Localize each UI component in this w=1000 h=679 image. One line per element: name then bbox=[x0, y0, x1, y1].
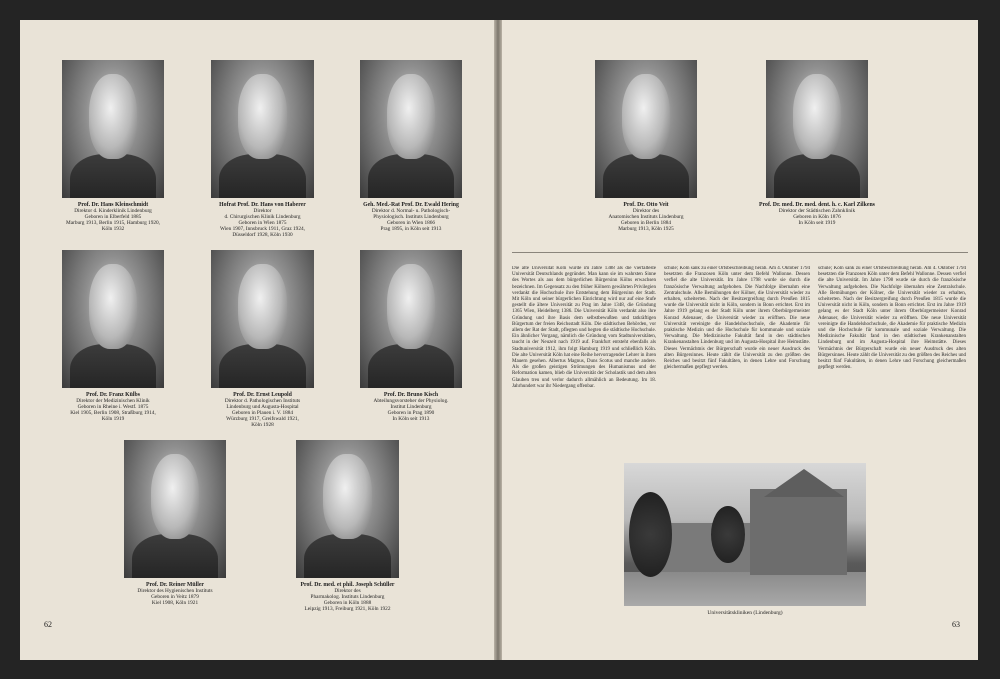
portrait-caption-line: d. Chirurgischen Klinik Lindenburg bbox=[224, 214, 301, 220]
building-gable bbox=[764, 469, 844, 497]
portrait-photo bbox=[211, 250, 314, 388]
portrait-name: Prof. Dr. Reiner Müller bbox=[145, 582, 204, 588]
portrait-caption-line: Direktor des bbox=[632, 208, 660, 214]
portrait-head bbox=[323, 454, 372, 540]
building-photo-caption: Universitätskliniken (Lindenburg) bbox=[707, 610, 783, 616]
portrait-caption-line: Marburg 1913, Köln 1925 bbox=[618, 226, 674, 232]
portrait-head bbox=[89, 264, 138, 350]
portrait-photo bbox=[296, 440, 399, 578]
portrait-caption-line: Kiel 1908, Köln 1921 bbox=[151, 600, 199, 606]
portrait-head bbox=[238, 74, 287, 160]
portrait-caption bbox=[346, 202, 476, 232]
portrait-caption-line: Würzburg 1917, Greifswald 1921, bbox=[226, 416, 299, 422]
portrait-caption-line: Köln 1928 bbox=[251, 422, 274, 428]
article-column-2b: schule; Köln sank zu einer Ortsbeschreibung herab. Am 4. Oktober 1794 besetzten die Franzosen Köln unter dem Befehl Wallonne. Dessen verfiel die alte Universität. Im Jahre 1798 wurde sie durch die französische Verwaltung aufgehoben. Die Nachfolge übernahm eine Zentralschule. Alle Bemühungen der Kölner, die Universität wieder zu erhalten, scheiterten. Nach der Besitzergreifung durch Preußen 1815 wurde die Universität nicht in Köln, sondern in Bonn errichtet. Erst im Jahre 1919 gelang es der Stadt Köln unter ihrem Oberbürgermeister Konrad Adenauer, die Universität wieder zu eröffnen. Die neue Universität vereinigte die Handelshochschule, die Akademie für praktische Medizin und die Hochschule für kommunale und soziale Verwaltung. Die Medizinische Fakultät fand in den städtischen Krankenanstalten Lindenburg und im Augusta-Hospital ihre Heimstätte. Dieses Vermächtnis der Bürgerschaft wurde ein neuer Ausdruck des alten Bürgersinnes. Heute zählt die Universität zu den größten des Reiches und besitzt fünf Fakultäten, in denen Lehre und Forschung gleichermaßen gepflegt werden. bbox=[818, 266, 966, 371]
portrait-name: Prof. Dr. med. et phil. Joseph Schüller bbox=[300, 582, 395, 588]
portrait-caption-line: Leipzig 1913, Freiburg 1921, Köln 1922 bbox=[304, 606, 391, 612]
portrait-caption bbox=[198, 392, 328, 428]
portrait-caption-line: Direktor der Medizinischen Klinik bbox=[76, 398, 150, 404]
portrait-photo bbox=[766, 60, 868, 198]
portrait-caption bbox=[48, 202, 178, 232]
portrait-body bbox=[368, 154, 454, 198]
portrait-caption bbox=[48, 392, 178, 422]
portrait-head bbox=[238, 264, 287, 350]
portrait-caption-line: Kiel 1905, Berlin 1908, Straßburg 1914, bbox=[70, 410, 156, 416]
article-column-1: Die alte Universität Köln wurde im Jahre 1388 als die viertälteste Universität Deutschlands gegründet. Man kann sie im wahrsten Sinne des Wortes als aus dem bürgerlichen Bürgersinn Kölns erwachsen bezeichnen. Im Gegensatz zu den früher Kölnern gewährten Privilegien verdankt die Hochschule ihre Entstehung dem Bürgersinn der Stadt. Mit Köln und seiner bürgerlichen Einrichtung wird nur auf eine Stufe gestellt die ältere Universität zu Prag im Jahre 1348, die Gründung 1365 Wien, Heidelberg 1386. Die Universität Köln verdankt also ihre Gründung und ihre Basis dem selbstbewußten und tatkräftigen Bürgertum der freien Reichsstadt Köln. Die städtischen Behörden, vor allem der Rat der Stadt, pflegten und hegten die städtische Hochschule. Ein ähnlicher Vorgang, nämlich die Gründung vom Stadtuniversitäten, taucht in der Neuzeit nach 1919 auf. Frankfurt entsteht ebenfalls als Stadtuniversität 1912, ihm folgt Hamburg 1919 und schließlich Köln. Die alte Universität Köln hat eine Reihe hervorragender Lehrer in ihren Mauern gesehen. Albertus Magnus, Duns Scotus und manche andere. Als die großen geistigen Strömungen des Humanismus und der Reformation kamen, blieb die Universität der Scholastik und dem alten Glauben treu und verlor dadurch allmählich an Bedeutung. Im 18. Jahrhundert war ihr Niedergang offenbar. bbox=[512, 266, 656, 389]
portrait-photo bbox=[124, 440, 226, 578]
portrait-body bbox=[132, 534, 218, 578]
portrait-body bbox=[219, 154, 306, 198]
portrait-caption-line: Geboren in Köln 1888 bbox=[323, 600, 372, 606]
portrait-caption-line: Geboren in Veitz 1879 bbox=[151, 594, 199, 600]
portrait-name: Prof. Dr. med. Dr. med. dent. h. c. Karl Zilkens bbox=[759, 202, 875, 208]
portrait-caption-line: Düsseldorf 1928, Köln 1930 bbox=[232, 232, 293, 238]
portrait-caption bbox=[283, 582, 413, 612]
portrait-caption-line: Abteilungsvorsteher der Physiolog. bbox=[373, 398, 449, 404]
article-column-2: schule; Köln sank zu einer Ortsbeschreibung herab. Am 4. Oktober 1794 besetzten die Franzosen Köln unter dem Befehl Wallonne. Dessen verfiel die alte Universität. Im Jahre 1798 wurde sie durch die französische Verwaltung aufgehoben. Die Nachfolge übernahm eine Zentralschule. Alle Bemühungen der Kölner, die Universität wieder zu erhalten, scheiterten. Nach der Besitzergreifung durch Preußen 1815 wurde die Universität nicht in Köln, sondern in Bonn errichtet. Erst im Jahre 1919 gelang es der Stadt Köln unter ihrem Oberbürgermeister Konrad Adenauer, die Universität wieder zu eröffnen. Die neue Universität vereinigte die Handelshochschule, die Akademie für praktische Medizin und die Hochschule für kommunale und soziale Verwaltung. Die Medizinische Fakultät fand in den städtischen Krankenanstalten Lindenburg und im Augusta-Hospital ihre Heimstätte. Dieses Vermächtnis der Bürgerschaft wurde ein neuer Ausdruck des alten Bürgersinnes. Heute zählt die Universität zu den größten des Reiches und besitzt fünf Fakultäten, in denen Lehre und Forschung gleichermaßen gepflegt werden. bbox=[664, 266, 810, 371]
portrait-body bbox=[774, 154, 860, 198]
portrait-caption-line: Pharmakolog. Instituts Lindenburg bbox=[310, 594, 385, 600]
portrait-head bbox=[89, 74, 138, 160]
portrait-caption-line: Geboren in Berlin 1884 bbox=[620, 220, 672, 226]
portrait-body bbox=[304, 534, 391, 578]
portrait-caption-line: Geboren in Plauen i. V. 1884 bbox=[231, 410, 294, 416]
portrait-caption-line: Physiologisch. Instituts Lindenburg bbox=[373, 214, 449, 220]
portrait-caption-line: Direktor bbox=[253, 208, 272, 214]
portrait-caption-line: Geboren in Wien 1875 bbox=[238, 220, 287, 226]
portrait-caption-line: Geboren in Rheine i. Westf. 1875 bbox=[77, 404, 149, 410]
portrait-caption-line: Köln 1932 bbox=[101, 226, 125, 232]
portrait-caption-line: Lindenburg und Augusta-Hospital bbox=[226, 404, 299, 410]
portrait-caption bbox=[581, 202, 711, 232]
portrait-caption-line: Geboren in Köln 1876 bbox=[793, 214, 841, 220]
portrait-head bbox=[151, 454, 200, 540]
portrait-caption bbox=[110, 582, 240, 606]
portrait-body bbox=[70, 154, 156, 198]
portrait-name: Prof. Dr. Bruno Kisch bbox=[383, 392, 439, 398]
portrait-caption-line: Direktor des Hygienischen Instituts bbox=[137, 588, 213, 594]
portrait-name: Geh. Med.-Rat Prof. Dr. Ewald Hering bbox=[363, 202, 459, 208]
portrait-body bbox=[219, 344, 306, 388]
portrait-caption-line: Prag 1895, in Köln seit 1913 bbox=[380, 226, 442, 232]
portrait-head bbox=[622, 74, 671, 160]
portrait-head bbox=[387, 264, 436, 350]
portrait-caption-line: Geboren in Wien 1866 bbox=[386, 220, 436, 226]
portrait-body bbox=[70, 344, 156, 388]
portrait-head bbox=[387, 74, 436, 160]
portrait-caption-line: Direktor d. Normal- u. Pathologisch- bbox=[371, 208, 451, 214]
tree-shape bbox=[711, 506, 745, 563]
portrait-caption bbox=[752, 202, 882, 226]
portrait-head bbox=[793, 74, 842, 160]
portrait-photo bbox=[62, 250, 164, 388]
portrait-name: Prof. Dr. Franz Külbs bbox=[86, 392, 140, 398]
portrait-name: Prof. Dr. Ernst Leupold bbox=[233, 392, 292, 398]
building-photo bbox=[624, 463, 866, 606]
lawn-shape bbox=[624, 572, 866, 606]
page-number-right: 63 bbox=[952, 620, 960, 629]
portrait-name: Hofrat Prof. Dr. Hans von Haberer bbox=[219, 202, 306, 208]
portrait-photo bbox=[360, 250, 462, 388]
portrait-name: Prof. Dr. Hans Kleinschmidt bbox=[77, 202, 149, 208]
portrait-caption-line: Direktor d. Pathologischen Instituts bbox=[224, 398, 301, 404]
portrait-caption-line: Geboren in Elberfeld 1885 bbox=[84, 214, 142, 220]
portrait-photo bbox=[62, 60, 164, 198]
portrait-photo bbox=[595, 60, 697, 198]
portrait-name: Prof. Dr. Otto Veit bbox=[623, 202, 669, 208]
portrait-caption-line: Institut Lindenburg bbox=[390, 404, 432, 410]
portrait-caption-line: Direktor der Städtischen Zahnklinik bbox=[778, 208, 856, 214]
portrait-caption-line: Köln 1919 bbox=[101, 416, 125, 422]
portrait-photo bbox=[211, 60, 314, 198]
building-main bbox=[750, 489, 847, 575]
portrait-caption bbox=[198, 202, 328, 238]
portrait-caption bbox=[346, 392, 476, 422]
portrait-caption-line: Direktor d. Kinderklinik Lindenburg bbox=[74, 208, 152, 214]
portrait-caption-line: Anatomischen Instituts Lindenburg bbox=[608, 214, 684, 220]
portrait-body bbox=[603, 154, 689, 198]
portrait-caption-line: Marburg 1913, Berlin 1915, Hamburg 1920, bbox=[66, 220, 160, 226]
portrait-caption-line: In Köln seit 1913 bbox=[392, 416, 430, 422]
portrait-caption-line: Wien 1907, Innsbruck 1911, Graz 1924, bbox=[220, 226, 305, 232]
page-number-left: 62 bbox=[44, 620, 52, 629]
book-spine bbox=[494, 20, 502, 660]
portrait-caption-line: In Köln seit 1919 bbox=[798, 220, 836, 226]
portrait-caption-line: Direktor des bbox=[334, 588, 361, 594]
portrait-caption-line: Geboren in Prag 1890 bbox=[387, 410, 435, 416]
portrait-photo bbox=[360, 60, 462, 198]
horizontal-rule bbox=[512, 252, 968, 253]
portrait-body bbox=[368, 344, 454, 388]
